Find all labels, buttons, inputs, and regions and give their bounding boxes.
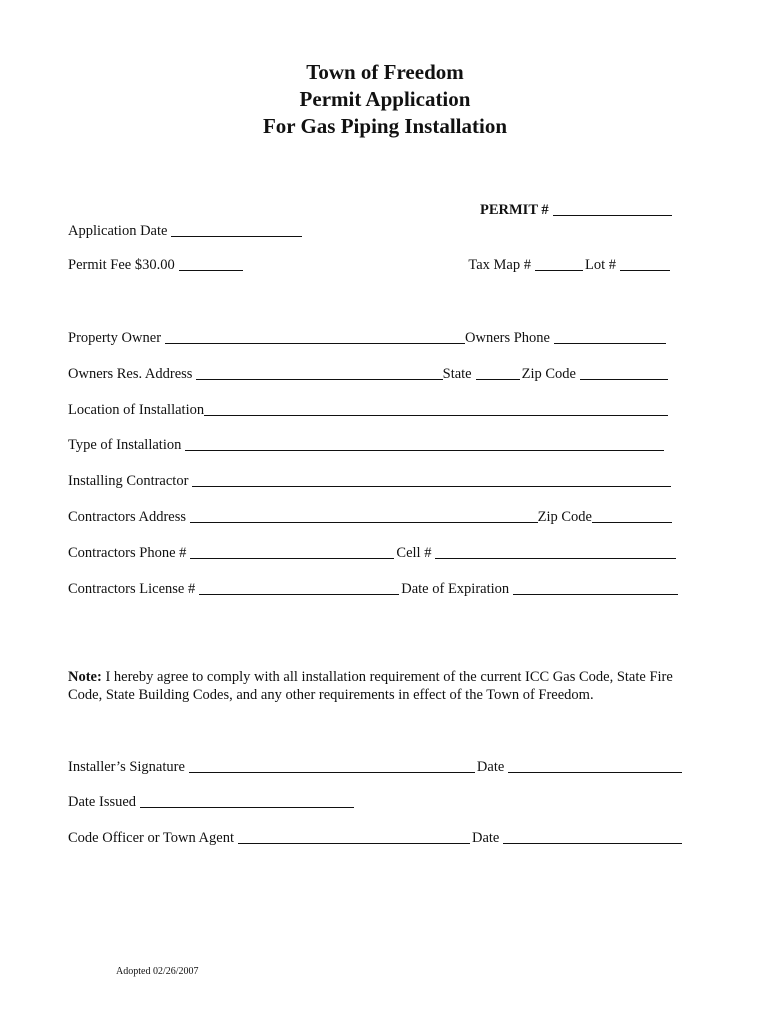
note-label: Note:: [68, 669, 102, 685]
adopted-date: Adopted 02/26/2007: [116, 966, 199, 977]
lot-label: Lot #: [584, 257, 616, 273]
property-owner-label: Property Owner: [68, 330, 162, 346]
permit-fee-line[interactable]: [179, 256, 243, 271]
contractors-address-line[interactable]: [190, 508, 538, 523]
code-officer-label: Code Officer or Town Agent: [68, 830, 234, 846]
permit-number-label: PERMIT #: [480, 202, 549, 218]
installing-contractor-label: Installing Contractor: [68, 473, 189, 489]
contractors-license-line[interactable]: [199, 580, 399, 595]
gas-piping-title: For Gas Piping Installation: [262, 114, 508, 138]
contractors-address-label: Contractors Address: [68, 509, 186, 525]
tax-map-label: Tax Map #: [468, 257, 531, 273]
town-title: Town of Freedom: [306, 60, 464, 84]
owners-address-label: Owners Res. Address: [68, 366, 193, 382]
lot-line[interactable]: [620, 256, 670, 271]
contractors-license-row: [68, 578, 680, 598]
property-owner-row: [68, 327, 668, 347]
officer-date-label: Date: [471, 830, 500, 846]
agreement-note: [68, 668, 708, 704]
cell-label: Cell #: [396, 545, 432, 561]
zip-code-line[interactable]: [580, 365, 668, 380]
contractors-zip-label: Zip Code: [537, 509, 592, 525]
contractors-phone-line[interactable]: [190, 544, 394, 559]
installer-signature-line[interactable]: [189, 758, 475, 773]
fee-taxmap-row: [68, 254, 672, 274]
code-officer-row: [68, 827, 684, 847]
owners-phone-label: Owners Phone: [465, 330, 550, 346]
permit-application-title: Permit Application: [299, 87, 471, 111]
application-date-line[interactable]: [171, 222, 302, 237]
officer-date-line[interactable]: [503, 829, 682, 844]
installing-contractor-row: [68, 470, 673, 490]
note-text: I hereby agree to comply with all installation requirement of the current ICC Gas Code, State Fire Code, State Building Codes, and any other requirements in effect of the Town of Freedom.: [68, 669, 673, 703]
location-row: [68, 399, 670, 419]
contractors-phone-label: Contractors Phone #: [68, 545, 187, 561]
tax-map-line[interactable]: [535, 256, 583, 271]
contractors-phone-row: [68, 542, 678, 562]
state-label: State: [442, 366, 472, 382]
owners-phone-line[interactable]: [554, 329, 666, 344]
installing-contractor-line[interactable]: [192, 472, 671, 487]
cell-line[interactable]: [435, 544, 676, 559]
installer-signature-row: [68, 756, 684, 776]
signature-date-label: Date: [476, 759, 505, 775]
permit-fee-label: Permit Fee $30.00: [68, 257, 175, 273]
contractors-license-label: Contractors License #: [68, 581, 196, 597]
installer-signature-label: Installer’s Signature: [68, 759, 185, 775]
expiration-line[interactable]: [513, 580, 678, 595]
code-officer-line[interactable]: [238, 829, 470, 844]
permit-number-line[interactable]: [553, 201, 672, 216]
permit-number-row: [480, 199, 674, 219]
location-label: Location of Installation: [68, 402, 205, 418]
signature-date-line[interactable]: [508, 758, 682, 773]
property-owner-line[interactable]: [165, 329, 465, 344]
application-date-label: Application Date: [68, 223, 168, 239]
contractors-zip-line[interactable]: [592, 508, 672, 523]
zip-code-label: Zip Code: [521, 366, 576, 382]
location-line[interactable]: [204, 401, 668, 416]
date-issued-label: Date Issued: [68, 794, 137, 810]
date-issued-row: [68, 791, 356, 811]
type-line[interactable]: [185, 436, 664, 451]
state-line[interactable]: [476, 365, 520, 380]
owners-address-line[interactable]: [196, 365, 442, 380]
application-date-row: [68, 220, 304, 240]
type-row: [68, 434, 666, 454]
date-issued-line[interactable]: [140, 793, 354, 808]
expiration-label: Date of Expiration: [401, 581, 510, 597]
contractors-address-row: [68, 506, 674, 526]
owners-address-row: [68, 363, 670, 383]
type-label: Type of Installation: [68, 437, 182, 453]
